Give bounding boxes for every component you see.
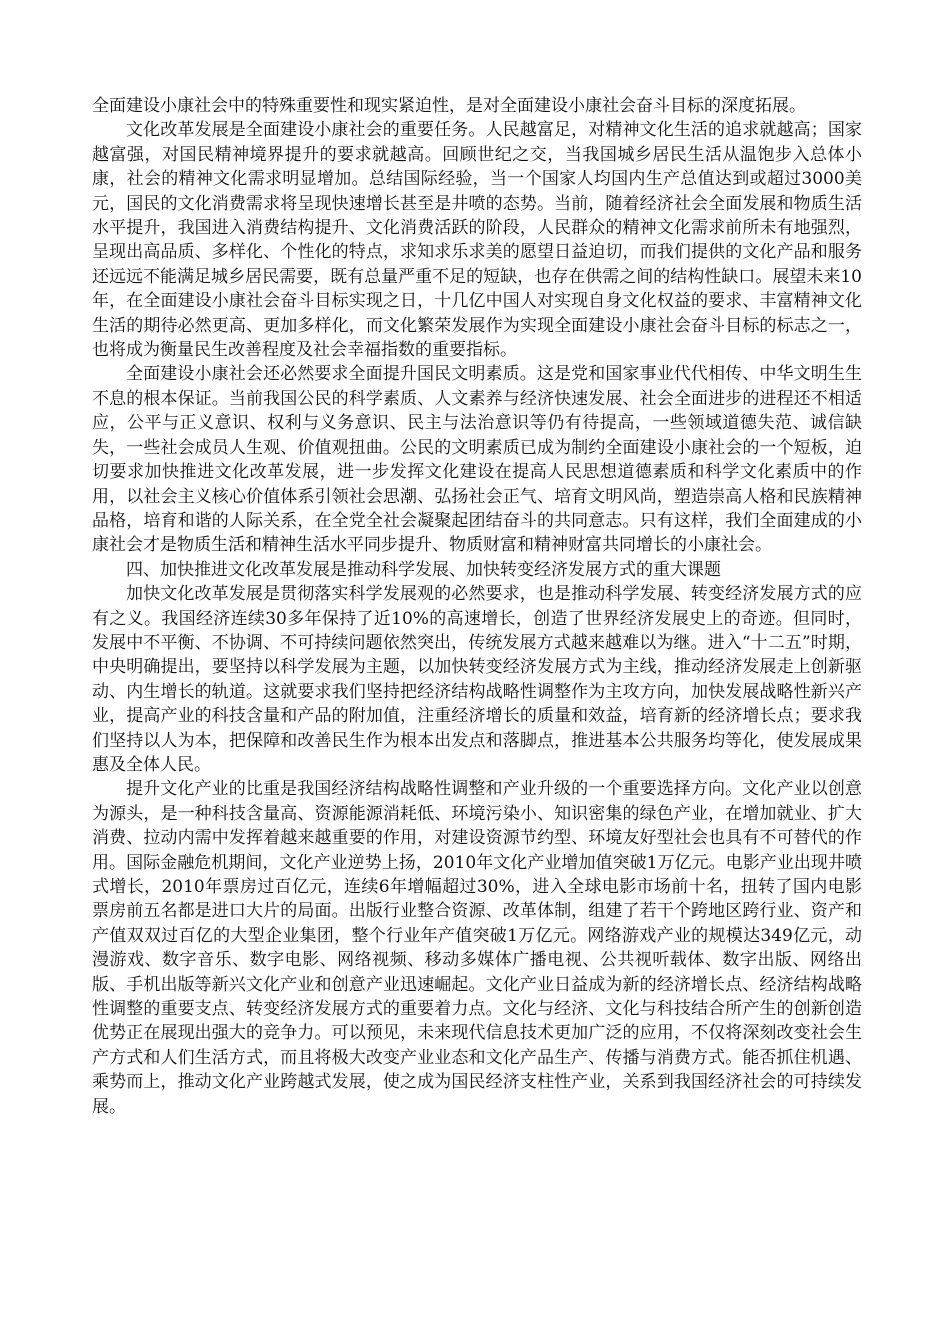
paragraph: 加快文化改革发展是贯彻落实科学发展观的必然要求，也是推动科学发展、转变经济发展方式的应有之义。我国经济连续30多年保持了近10%的高速增长，创造了世界经济发展史上的奇迹。但同时，发展中不平衡、不协调、不可持续问题依然突出，传统发展方式越来越难以为继。进入“十二五”时期，中央明确提出，要坚持以科学发展为主题，以加快转变经济发展方式为主线，推动经济发展走上创新驱动、内生增长的轨道。这就要求我们坚持把经济结构战略性调整作为主攻方向，加快发展战略性新兴产业，提高产业的科技含量和产品的附加值，注重经济增长的质量和效益，培育新的经济增长点；要求我们坚持以人为本，把保障和改善民生作为根本出发点和落脚点，推进基本公共服务均等化，使发展成果惠及全体人民。: [92, 584, 862, 775]
paragraph: 全面建设小康社会中的特殊重要性和现实紧迫性，是对全面建设小康社会奋斗目标的深度拓展。: [92, 96, 806, 116]
paragraph: 文化改革发展是全面建设小康社会的重要任务。人民越富足，对精神文化生活的追求就越高；国家越富强，对国民精神境界提升的要求就越高。回顾世纪之交，当我国城乡居民生活从温饱步入总体小康，社会的精神文化需求明显增加。总结国际经验，当一个国家人均国内生产总值达到或超过3000美元，国民的文化消费需求将呈现快速增长甚至是井喷的态势。当前，随着经济社会全面发展和物质生活水平提升，我国进入消费结构提升、文化消费活跃的阶段，人民群众的精神文化需求前所未有地强烈，呈现出高品质、多样化、个性化的特点，求知求乐求美的愿望日益迫切，而我们提供的文化产品和服务还远远不能满足城乡居民需要，既有总量严重不足的短缺，也存在供需之间的结构性缺口。展望未来10年，在全面建设小康社会奋斗目标实现之日，十几亿中国人对实现自身文化权益的要求、丰富精神文化生活的期待必然更高、更加多样化，而文化繁荣发展作为实现全面建设小康社会奋斗目标的标志之一，也将成为衡量民生改善程度及社会幸福指数的重要指标。: [92, 120, 862, 361]
paragraph: 全面建设小康社会还必然要求全面提升国民文明素质。这是党和国家事业代代相传、中华文明生生不息的根本保证。当前我国公民的科学素质、人文素养与经济快速发展、社会全面进步的进程还不相适应，公平与正义意识、权利与义务意识、民主与法治意识等仍有待提高，一些领域道德失范、诚信缺失，一些社会成员人生观、价值观扭曲。公民的文明素质已成为制约全面建设小康社会的一个短板，迫切要求加快推进文化改革发展，进一步发挥文化建设在提高人民思想道德素质和科学文化素质中的作用，以社会主义核心价值体系引领社会思潮、弘扬社会正气、培育文明风尚，塑造崇高人格和民族精神品格，培育和谐的人际关系，在全党全社会凝聚起团结奋斗的共同意志。只有这样，我们全面建成的小康社会才是物质生活和精神生活水平同步提升、物质财富和精神财富共同增长的小康社会。: [92, 364, 862, 556]
document-body: [92, 94, 862, 1119]
paragraph: 提升文化产业的比重是我国经济结构战略性调整和产业升级的一个重要选择方向。文化产业以创意为源头，是一种科技含量高、资源能源消耗低、环境污染小、知识密集的绿色产业，在增加就业、扩大消费、拉动内需中发挥着越来越重要的作用，对建设资源节约型、环境友好型社会也具有不可替代的作用。国际金融危机期间，文化产业逆势上扬，2010年文化产业增加值突破1万亿元。电影产业出现井喷式增长，2010年票房过百亿元，连续6年增幅超过30%，进入全球电影市场前十名，扭转了国内电影票房前五名都是进口大片的局面。出版行业整合资源、改革体制，组建了若干个跨地区跨行业、资产和产值双双过百亿的大型企业集团，整个行业年产值突破1万亿元。网络游戏产业的规模达349亿元，动漫游戏、数字音乐、数字电影、网络视频、移动多媒体广播电视、公共视听载体、数字出版、网络出版、手机出版等新兴文化产业和创意产业迅速崛起。文化产业日益成为新的经济增长点、经济结构战略性调整的重要支点、转变经济发展方式的重要着力点。文化与经济、文化与科技结合所产生的创新创造优势正在展现出强大的竞争力。可以预见，未来现代信息技术更加广泛的应用，不仅将深刻改变社会生产方式和人们生活方式，而且将极大改变产业业态和文化产品生产、传播与消费方式。能否抓住机遇、乘势而上，推动文化产业跨越式发展，使之成为国民经济支柱性产业，关系到我国经济社会的可持续发展。: [92, 779, 862, 1117]
section-heading: 四、加快推进文化改革发展是推动科学发展、加快转变经济发展方式的重大课题: [126, 559, 721, 580]
